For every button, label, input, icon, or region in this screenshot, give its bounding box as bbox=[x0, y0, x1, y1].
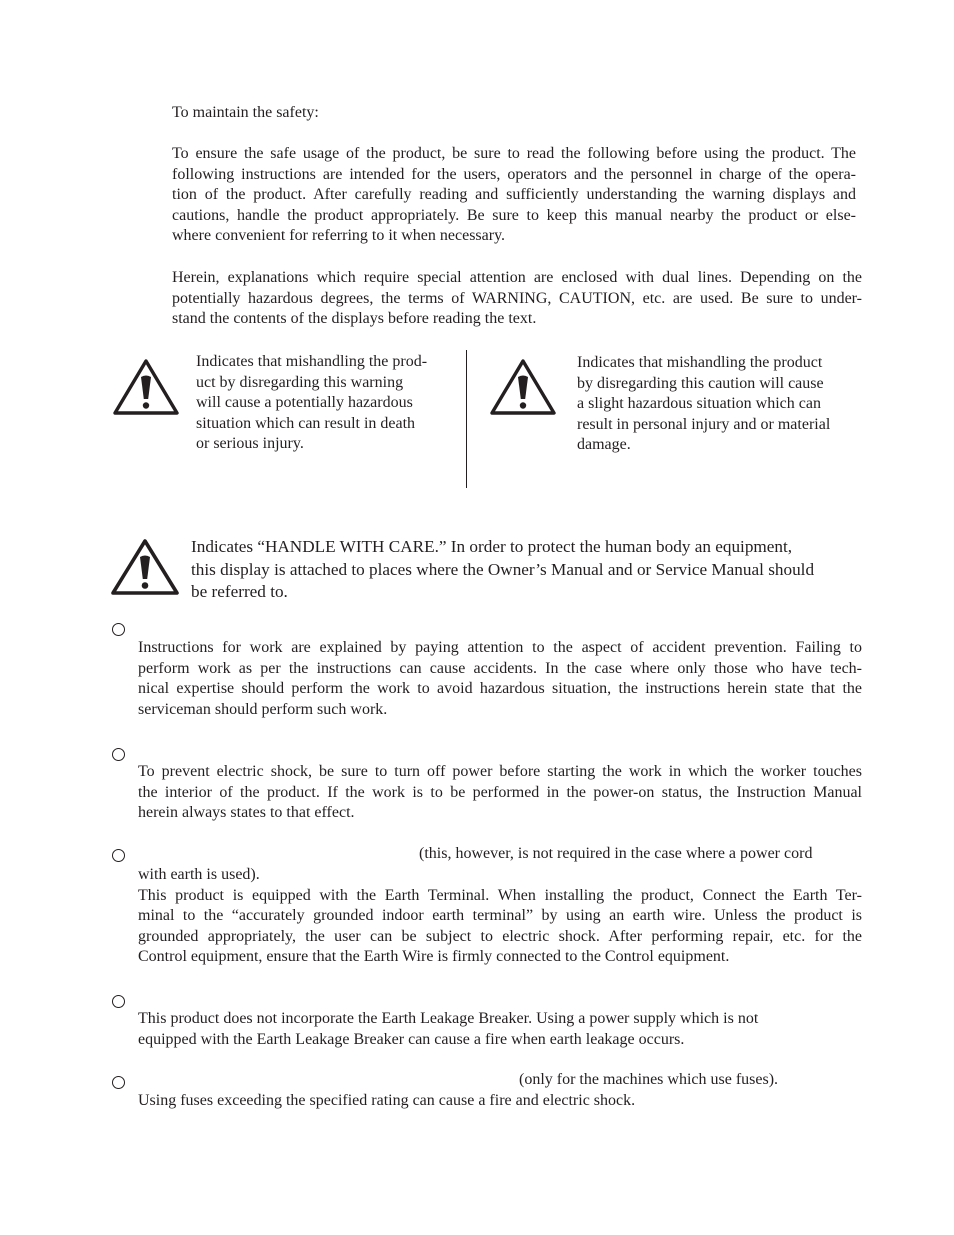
text-line: damage. bbox=[577, 436, 631, 454]
text-line: the interior of the product. If the work is to be performed in the power-on status, the Instruction Manual bbox=[138, 783, 862, 801]
text-line: minal to the “accurately grounded indoor earth terminal” by using an earth wire. Unless the product is bbox=[138, 907, 862, 925]
text-line: potentially hazardous degrees, the terms of WARNING, CAUTION, etc. are used. Be sure to under- bbox=[172, 289, 862, 307]
warning-triangle-icon bbox=[112, 358, 180, 416]
text-line: stand the contents of the displays before reading the text. bbox=[172, 310, 537, 328]
text-line: will cause a potentially hazardous bbox=[196, 394, 413, 412]
text-line: be referred to. bbox=[191, 582, 288, 602]
bullet-circle-icon bbox=[112, 1076, 125, 1089]
handle-with-care-description bbox=[191, 536, 871, 604]
text-line: a slight hazardous situation which can bbox=[577, 395, 821, 413]
text-line: Control equipment, ensure that the Earth Wire is firmly connected to the Control equipment. bbox=[138, 948, 730, 966]
text-line: by disregarding this caution will cause bbox=[577, 374, 824, 392]
text-line: To prevent electric shock, be sure to turn off power before starting the work in which the worker touches bbox=[138, 763, 862, 780]
item-3-heading-note: (this, however, is not required in the case where a power cord bbox=[419, 845, 813, 862]
dual-lines-paragraph bbox=[172, 268, 862, 330]
text-line: situation which can result in death bbox=[196, 414, 416, 432]
text-line: tion of the product. After carefully reading and sufficiently understanding the warning displays and bbox=[172, 186, 856, 204]
text-line: this display is attached to places where the Owner’s Manual and or Service Manual should bbox=[191, 559, 815, 579]
text-line: perform work as per the instructions can cause accidents. In the case where only those who have tech- bbox=[138, 659, 862, 677]
safety-item-2 bbox=[138, 762, 862, 824]
text-line: serviceman should perform such work. bbox=[138, 700, 388, 718]
safety-item-3 bbox=[138, 865, 862, 968]
text-line: uct by disregarding this warning bbox=[196, 373, 404, 391]
safety-item-5 bbox=[138, 1091, 862, 1112]
text-line: or serious injury. bbox=[196, 435, 304, 453]
text-line: where convenient for referring to it when necessary. bbox=[172, 227, 506, 245]
caution-description bbox=[577, 353, 857, 456]
text-line: This product does not incorporate the Earth Leakage Breaker. Using a power supply which is not bbox=[138, 1010, 759, 1027]
text-line: following instructions are intended for the users, operators and the personnel in charge of the opera- bbox=[172, 165, 856, 183]
text-line: Herein, explanations which require special attention are enclosed with dual lines. Depending on the bbox=[172, 269, 862, 286]
item-5-heading-note: (only for the machines which use fuses). bbox=[519, 1071, 779, 1088]
warning-description bbox=[196, 352, 446, 455]
text-line: grounded appropriately, the user can be subject to electric shock. After performing repair, etc. for the bbox=[138, 927, 862, 945]
text-line: This product is equipped with the Earth Terminal. When installing the product, Connect the Earth Ter- bbox=[138, 886, 862, 904]
text-line: herein always states to that effect. bbox=[138, 804, 355, 822]
bullet-circle-icon bbox=[112, 748, 125, 761]
bullet-circle-icon bbox=[112, 849, 125, 862]
safety-item-4 bbox=[138, 1009, 862, 1050]
text-line: Indicates that mishandling the prod- bbox=[196, 353, 428, 370]
text-line: nical expertise should perform the work to avoid hazardous situation, the instructions herein state that the bbox=[138, 680, 862, 698]
text-line: To ensure the safe usage of the product, be sure to read the following before using the product. The bbox=[172, 145, 856, 162]
intro-heading: To maintain the safety: bbox=[172, 104, 319, 121]
text-line: result in personal injury and or material bbox=[577, 415, 831, 433]
text-line: with earth is used). bbox=[138, 866, 260, 883]
safety-item-1 bbox=[138, 638, 862, 720]
text-line: Indicates that mishandling the product bbox=[577, 354, 823, 371]
caution-triangle-icon bbox=[489, 358, 557, 416]
bullet-circle-icon bbox=[112, 995, 125, 1008]
intro-paragraph bbox=[172, 144, 856, 247]
bullet-circle-icon bbox=[112, 623, 125, 636]
text-line: cautions, handle the product appropriately. Be sure to keep this manual nearby the product or else- bbox=[172, 206, 856, 224]
handle-with-care-triangle-icon bbox=[110, 538, 180, 596]
text-line: Instructions for work are explained by paying attention to the aspect of accident prevention. Failing to bbox=[138, 639, 862, 656]
text-line: equipped with the Earth Leakage Breaker can cause a fire when earth leakage occurs. bbox=[138, 1030, 685, 1048]
text-line: Using fuses exceeding the specified rating can cause a fire and electric shock. bbox=[138, 1092, 636, 1109]
text-line: Indicates “HANDLE WITH CARE.” In order to protect the human body an equipment, bbox=[191, 537, 793, 556]
column-divider bbox=[466, 350, 467, 488]
